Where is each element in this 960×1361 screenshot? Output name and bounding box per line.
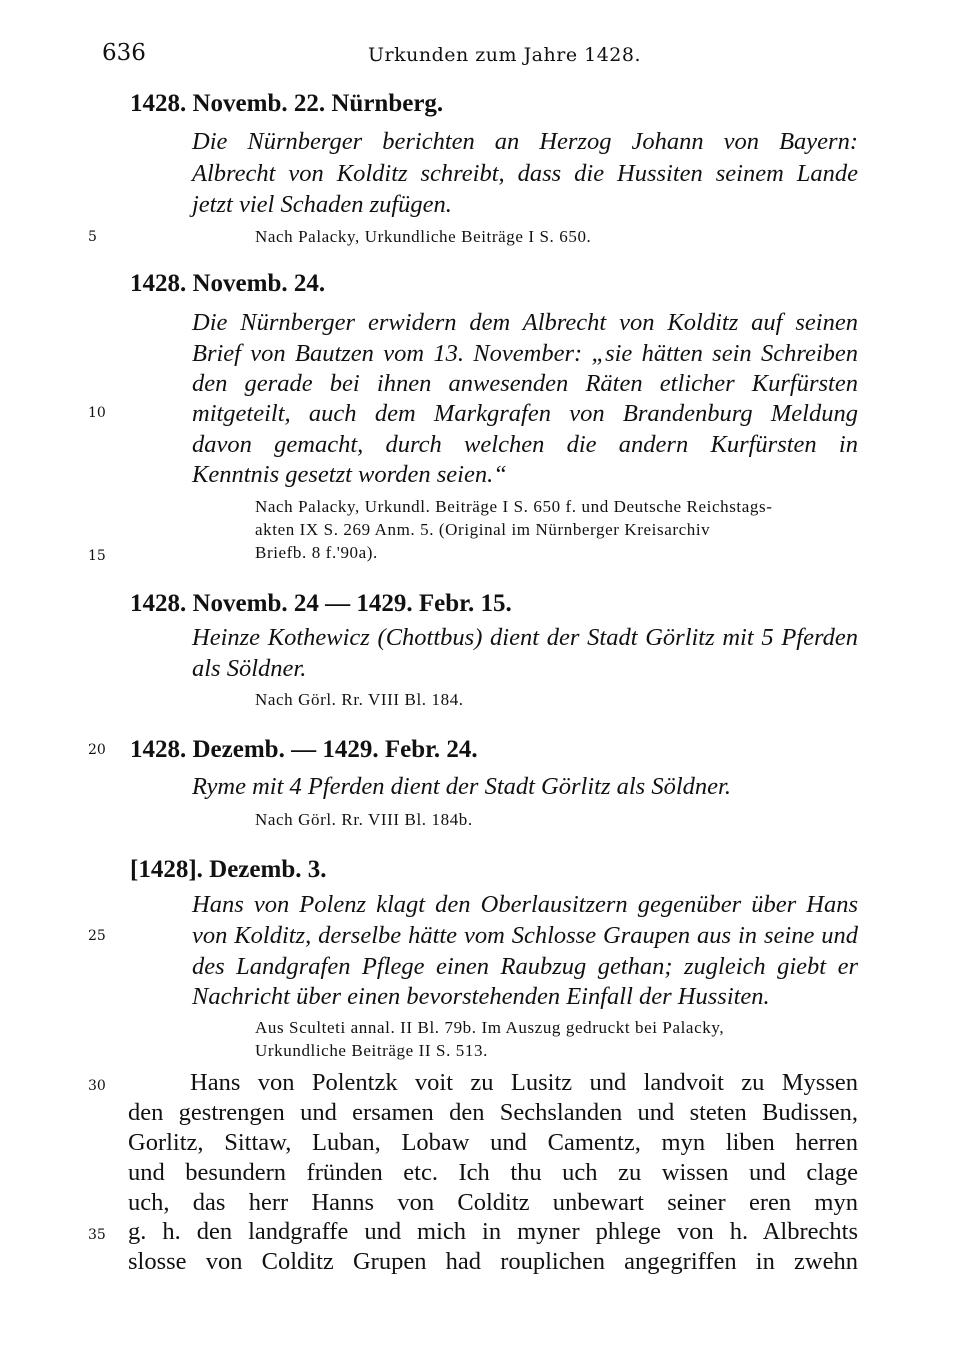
line-number: 5 — [88, 229, 97, 245]
entry-summary-line: mitgeteilt, auch dem Markgrafen von Brandenburg Meldung — [192, 400, 858, 427]
entry-heading: 1428. Novemb. 24. — [130, 270, 326, 297]
document-text-line: und besundern fründen etc. Ich thu uch zu wissen und clage — [128, 1159, 858, 1186]
entry-source-line: Nach Görl. Rr. VIII Bl. 184. — [255, 690, 464, 709]
entry-summary-line: Heinze Kothewicz (Chottbus) dient der Stadt Görlitz mit 5 Pferden — [192, 624, 858, 651]
entry-source-line: Aus Sculteti annal. II Bl. 79b. Im Auszug gedruckt bei Palacky, — [255, 1018, 725, 1037]
document-text-line: Gorlitz, Sittaw, Luban, Lobaw und Camentz, myn liben herren — [128, 1129, 858, 1156]
entry-heading: 1428. Novemb. 24 — 1429. Febr. 15. — [130, 590, 512, 617]
page-number: 636 — [102, 40, 146, 66]
entry-summary-line: davon gemacht, durch welchen die andern Kurfürsten in — [192, 431, 858, 458]
line-number: 20 — [88, 742, 106, 758]
entry-summary-line: von Kolditz, derselbe hätte vom Schlosse Graupen aus in seine und — [192, 922, 858, 949]
line-number: 25 — [88, 928, 106, 944]
entry-summary-line: Die Nürnberger erwidern dem Albrecht von Kolditz auf seinen — [192, 309, 858, 336]
line-number: 35 — [88, 1227, 106, 1243]
entry-heading: 1428. Dezemb. — 1429. Febr. 24. — [130, 736, 478, 763]
entry-summary-line: des Landgrafen Pflege einen Raubzug gethan; zugleich giebt er — [192, 953, 858, 980]
entry-heading: [1428]. Dezemb. 3. — [130, 856, 327, 883]
entry-source-line: Urkundliche Beiträge II S. 513. — [255, 1041, 488, 1060]
line-number: 30 — [88, 1078, 106, 1094]
entry-summary-line: Ryme mit 4 Pferden dient der Stadt Görlitz als Söldner. — [192, 773, 731, 800]
entry-source-line: Briefb. 8 f.'90a). — [255, 543, 378, 562]
entry-source-line: akten IX S. 269 Anm. 5. (Original im Nürnberger Kreisarchiv — [255, 520, 711, 539]
entry-summary-line: Hans von Polenz klagt den Oberlausitzern gegenüber über Hans — [192, 891, 858, 918]
document-text-line: uch, das herr Hanns von Colditz unbewart seiner eren myn — [128, 1189, 858, 1216]
entry-summary-line: als Söldner. — [192, 655, 307, 682]
entry-heading: 1428. Novemb. 22. Nürnberg. — [130, 90, 444, 117]
entry-source-line: Nach Palacky, Urkundliche Beiträge I S. 650. — [255, 227, 592, 246]
entry-summary-line: Albrecht von Kolditz schreibt, dass die Hussiten seinem Lande — [192, 160, 858, 187]
entry-summary-line: Brief von Bautzen vom 13. November: „sie hätten sein Schreiben — [192, 340, 858, 367]
entry-summary-line: jetzt viel Schaden zufügen. — [192, 191, 452, 218]
entry-source-line: Nach Görl. Rr. VIII Bl. 184b. — [255, 810, 473, 829]
document-text-line: g. h. den landgraffe und mich in myner phlege von h. Albrechts — [128, 1218, 858, 1245]
running-title: Urkunden zum Jahre 1428. — [368, 44, 642, 66]
entry-summary-line: den gerade bei ihnen anwesenden Räten etlicher Kurfürsten — [192, 370, 858, 397]
entry-source-line: Nach Palacky, Urkundl. Beiträge I S. 650 f. und Deutsche Reichstags- — [255, 497, 773, 516]
document-text-line: den gestrengen und ersamen den Sechslanden und steten Budissen, — [128, 1099, 858, 1126]
entry-summary-line: Die Nürnberger berichten an Herzog Johann von Bayern: — [192, 128, 858, 155]
entry-summary-line: Nachricht über einen bevorstehenden Einfall der Hussiten. — [192, 983, 770, 1010]
line-number: 15 — [88, 548, 106, 564]
document-text-line: Hans von Polentzk voit zu Lusitz und landvoit zu Myssen — [190, 1069, 858, 1096]
line-number: 10 — [88, 405, 106, 421]
entry-summary-line: Kenntnis gesetzt worden seien.“ — [192, 461, 507, 488]
document-text-line: slosse von Colditz Grupen had rouplichen angegriffen in zwehn — [128, 1248, 858, 1275]
